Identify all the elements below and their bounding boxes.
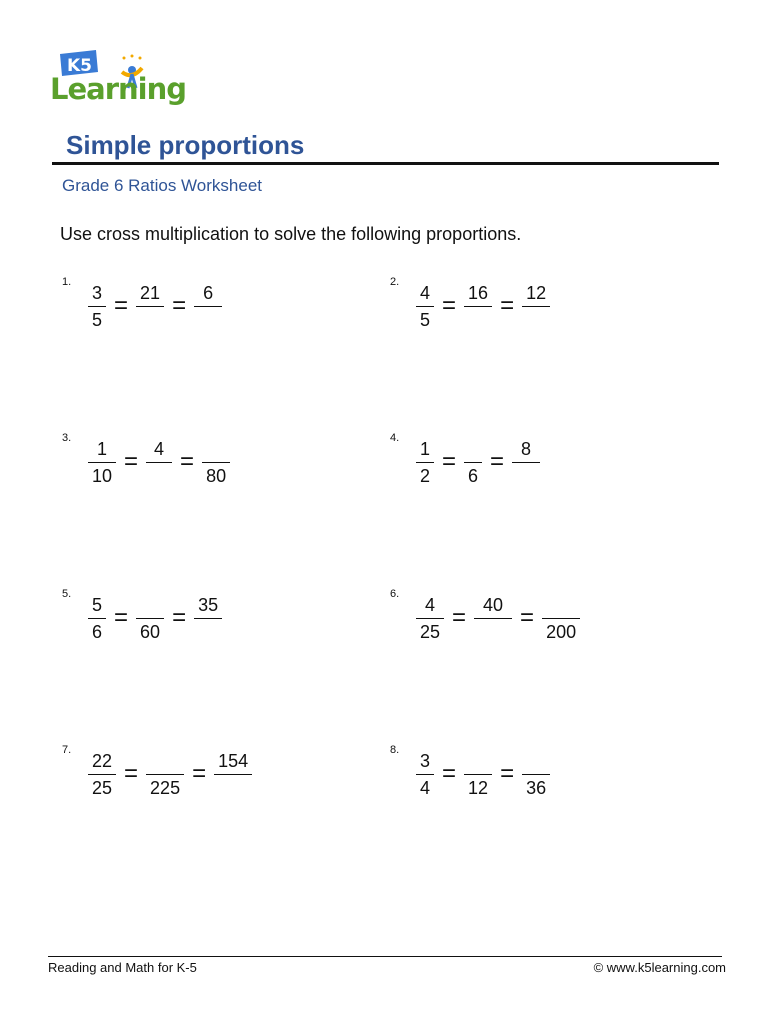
numerator: 22 [92,750,113,771]
numerator: 3 [92,282,103,303]
numerator-blank [469,438,477,460]
fraction-bar [194,306,222,307]
fraction-bar [416,462,434,463]
numerator-blank [557,594,565,616]
fraction-bar [146,774,184,775]
proportion-expression [88,744,252,804]
fraction-bar [464,462,482,463]
worksheet-subtitle: Grade 6 Ratios Worksheet [62,176,262,195]
fraction [88,438,116,487]
proportion-expression [416,588,580,648]
footer-divider [48,956,722,957]
fraction [464,438,482,487]
fraction [194,282,222,331]
denominator: 2 [420,465,431,486]
denominator: 4 [420,777,431,798]
instructions-text: Use cross multiplication to solve the following proportions. [60,224,522,244]
fraction [512,438,540,487]
numerator-blank [532,750,540,772]
fraction-bar [464,306,492,307]
numerator-blank [474,750,482,772]
denominator-blank [146,309,154,331]
proportion-expression [416,432,540,492]
numerator: 35 [198,594,219,615]
numerator: 4 [420,282,431,303]
equals-sign: = [520,604,535,631]
proportion-expression [88,276,222,336]
fraction-bar [522,774,550,775]
fraction-bar [416,306,434,307]
fraction [88,282,106,331]
fraction-bar [416,618,444,619]
denominator-blank [532,309,540,331]
fraction [202,438,230,487]
fraction-bar [214,774,252,775]
equals-sign: = [114,292,129,319]
numerator-blank [212,438,220,460]
numerator: 1 [97,438,108,459]
fraction-bar [512,462,540,463]
denominator-blank [155,465,163,487]
equals-sign: = [442,292,457,319]
fraction [136,282,164,331]
equals-sign: = [114,604,129,631]
proportion-expression [88,588,222,648]
denominator: 225 [150,777,181,798]
numerator: 4 [425,594,436,615]
fraction [542,594,580,643]
equals-sign: = [442,448,457,475]
logo-wordmark: Learning [50,72,187,106]
equals-sign: = [490,448,505,475]
fraction [136,594,164,643]
fraction [474,594,512,643]
fraction-bar [88,618,106,619]
footer-tagline: Reading and Math for K-5 [48,960,197,975]
numerator: 4 [154,438,165,459]
logo-badge-text: K5 [67,56,93,76]
numerator-blank [161,750,169,772]
numerator: 40 [483,594,504,615]
problem-number: 7. [62,744,72,756]
equals-sign: = [172,604,187,631]
problem-number: 5. [62,588,72,600]
fraction-bar [542,618,580,619]
fraction [416,594,444,643]
equals-sign: = [442,760,457,787]
fraction [522,750,550,799]
fraction-bar [88,462,116,463]
fraction-bar [146,462,172,463]
denominator: 25 [92,777,113,798]
problem-number: 1. [62,276,72,288]
equals-sign: = [172,292,187,319]
denominator: 6 [92,621,103,642]
equals-sign: = [500,760,515,787]
denominator-blank [522,465,530,487]
fraction-bar [464,774,492,775]
fraction [416,282,434,331]
problem-number: 4. [390,432,400,444]
denominator: 5 [420,309,431,330]
denominator-blank [204,621,212,643]
k5-learning-logo [48,50,188,114]
proportion-expression [416,276,550,336]
fraction [416,438,434,487]
numerator: 1 [420,438,431,459]
fraction [522,282,550,331]
proportion-expression [416,744,550,804]
numerator: 21 [140,282,161,303]
fraction [464,282,492,331]
proportion-expression [88,432,230,492]
fraction [464,750,492,799]
denominator: 12 [468,777,489,798]
fraction [416,750,434,799]
footer-copyright: © www.k5learning.com [593,960,726,975]
denominator: 5 [92,309,103,330]
denominator: 60 [140,621,161,642]
numerator: 5 [92,594,103,615]
denominator: 200 [546,621,577,642]
fraction-bar [522,306,550,307]
fraction [194,594,222,643]
title-divider [52,162,719,165]
fraction-bar [88,774,116,775]
problem-number: 6. [390,588,400,600]
fraction [146,750,184,799]
denominator: 10 [92,465,113,486]
page-title: Simple proportions [66,130,305,160]
denominator: 36 [526,777,547,798]
fraction [214,750,252,799]
fraction-bar [474,618,512,619]
problem-number: 2. [390,276,400,288]
fraction-bar [202,462,230,463]
fraction [146,438,172,487]
denominator-blank [489,621,497,643]
denominator: 80 [206,465,227,486]
numerator: 8 [521,438,532,459]
numerator: 3 [420,750,431,771]
problem-number: 8. [390,744,400,756]
equals-sign: = [500,292,515,319]
equals-sign: = [192,760,207,787]
fraction [88,594,106,643]
fraction-bar [136,306,164,307]
numerator: 16 [468,282,489,303]
denominator-blank [229,777,237,799]
fraction-bar [416,774,434,775]
problem-number: 3. [62,432,72,444]
denominator-blank [474,309,482,331]
numerator: 12 [526,282,547,303]
equals-sign: = [124,448,139,475]
fraction [88,750,116,799]
equals-sign: = [124,760,139,787]
numerator-blank [146,594,154,616]
numerator: 154 [218,750,249,771]
denominator: 6 [468,465,479,486]
denominator: 25 [420,621,441,642]
equals-sign: = [452,604,467,631]
denominator-blank [204,309,212,331]
equals-sign: = [180,448,195,475]
fraction-bar [194,618,222,619]
fraction-bar [88,306,106,307]
numerator: 6 [203,282,214,303]
fraction-bar [136,618,164,619]
